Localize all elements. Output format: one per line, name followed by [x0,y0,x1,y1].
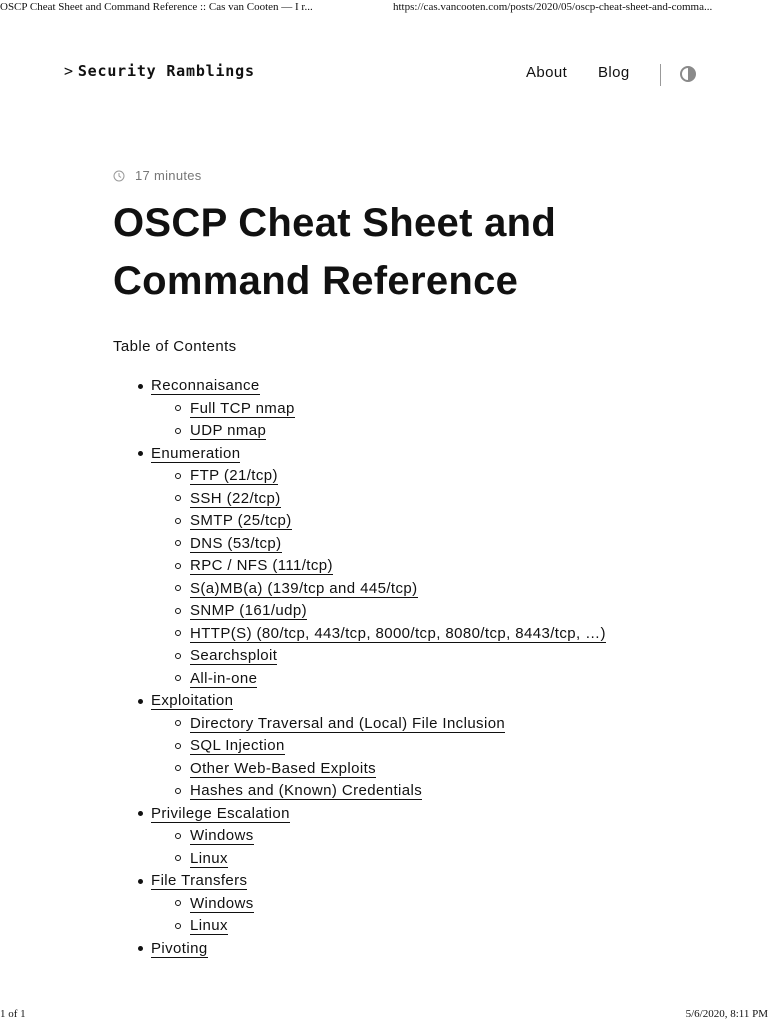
toc-item [151,443,611,691]
toc-subitem [190,623,611,646]
toc-list [151,375,611,960]
toc-subitem [190,510,611,533]
toc-sublink[interactable]: HTTP(S) (80/tcp, 443/tcp, 8000/tcp, 8080/tcp, 8443/tcp, …) [190,624,606,642]
toc-sublink[interactable]: Searchsploit [190,647,278,664]
toc-sublink[interactable]: Windows [190,894,254,912]
toc-sublink[interactable]: Windows [190,827,254,844]
nav-link-about[interactable]: About [526,64,568,81]
toc-subitem [190,713,611,736]
toc-sublink[interactable]: RPC / NFS (111/tcp) [190,557,333,574]
toc-sublink[interactable]: SQL Injection [190,737,285,754]
toc-sublink[interactable]: Other Web-Based Exploits [190,759,377,777]
reading-time: 17 minutes [135,168,202,183]
page-title: OSCP Cheat Sheet and Command Reference [113,201,557,303]
logo-text: Security Ramblings [77,62,255,80]
toc-subitem [190,915,611,938]
toc-item [151,938,611,961]
toc-sublist [190,893,611,938]
toc-sublink[interactable]: DNS (53/tcp) [190,534,282,552]
toc-subitem [190,533,611,556]
site-logo[interactable] [64,62,255,80]
site-header [0,58,768,90]
toc-subitem [190,578,611,601]
toc-subitem [190,758,611,781]
toc-sublink[interactable]: UDP nmap [190,422,267,439]
toc-sublink[interactable]: Full TCP nmap [190,399,295,417]
toc-subitem [190,465,611,488]
toc-sublink[interactable]: S(a)MB(a) (139/tcp and 445/tcp) [190,579,418,597]
print-footer [0,1004,768,1024]
toc-subitem [190,488,611,511]
toc-subitem [190,848,611,871]
toc-link[interactable]: Reconnaisance [151,377,260,394]
print-page-number: 1 of 1 [0,1008,26,1020]
toc-sublist [190,465,611,690]
toc-item [151,803,611,871]
print-header-title: OSCP Cheat Sheet and Command Reference :: Cas van Cooten — I r... [0,1,313,13]
toc-link[interactable]: Exploitation [151,692,234,709]
toc-subitem [190,668,611,691]
toc-sublink[interactable]: SSH (22/tcp) [190,489,281,507]
theme-toggle-icon[interactable] [680,66,696,82]
toc-sublink[interactable]: All-in-one [190,669,258,687]
toc-subitem [190,825,611,848]
toc-sublink[interactable]: Hashes and (Known) Credentials [190,782,423,799]
toc-link[interactable]: Privilege Escalation [151,804,290,822]
toc-link[interactable]: Pivoting [151,939,208,957]
print-header-url: https://cas.vancooten.com/posts/2020/05/oscp-cheat-sheet-and-comma... [393,1,713,13]
toc-subitem [190,735,611,758]
toc-item [151,870,611,938]
table-of-contents [151,375,611,960]
nav-link-blog[interactable]: Blog [598,64,630,81]
post-meta [113,168,202,183]
toc-link[interactable]: File Transfers [151,872,248,889]
toc-sublink[interactable]: Linux [190,849,228,867]
toc-sublist [190,713,611,803]
toc-item [151,375,611,443]
toc-subitem [190,398,611,421]
toc-sublink[interactable]: SNMP (161/udp) [190,602,308,619]
toc-subitem [190,555,611,578]
toc-link[interactable]: Enumeration [151,444,241,462]
toc-heading: Table of Contents [113,338,237,355]
toc-sublist [190,398,611,443]
print-datetime: 5/6/2020, 8:11 PM [685,1008,768,1020]
toc-sublist [190,825,611,870]
logo-prompt: > [64,62,74,80]
toc-sublink[interactable]: Linux [190,917,228,934]
toc-subitem [190,780,611,803]
toc-subitem [190,645,611,668]
nav-divider [660,64,661,86]
toc-subitem [190,600,611,623]
clock-icon [113,170,125,182]
print-header [0,0,768,16]
toc-sublink[interactable]: Directory Traversal and (Local) File Inclusion [190,714,506,732]
toc-subitem [190,420,611,443]
toc-item [151,690,611,803]
toc-sublink[interactable]: FTP (21/tcp) [190,467,278,484]
toc-subitem [190,893,611,916]
toc-sublink[interactable]: SMTP (25/tcp) [190,512,292,529]
